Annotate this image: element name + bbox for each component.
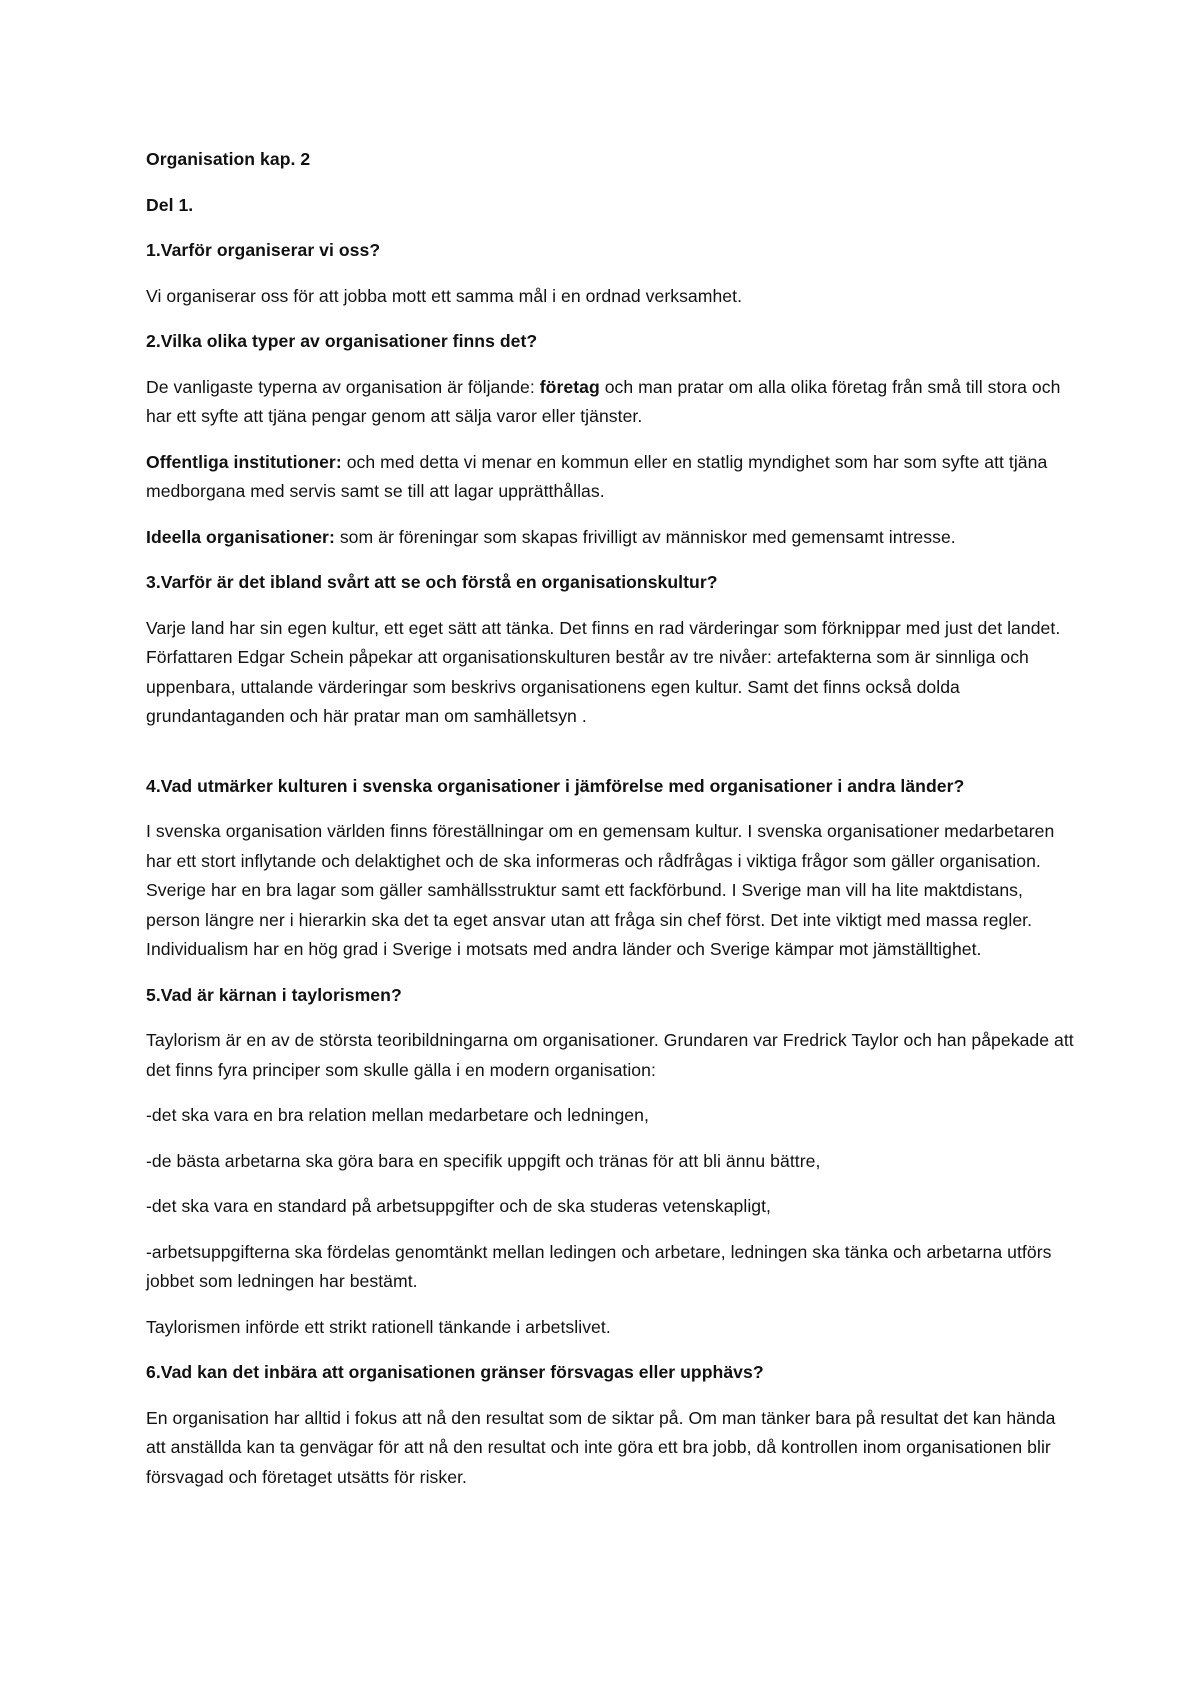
answer-2-text-post: och man pratar om alla olika företag från små till stora och har ett syfte att tjäna pengar genom att sälja varor eller tjänster. xyxy=(146,376,1061,426)
answer-5-principle-3: -det ska vara en standard på arbetsuppgifter och de ska studeras vetenskapligt, xyxy=(146,1196,771,1216)
offentliga-text: och med detta vi menar en kommun eller en statlig myndighet som har som syfte att tjäna medborgana med servis samt se till att lagar upprätthållas. xyxy=(146,451,1048,501)
answer-5-principle-1: -det ska vara en bra relation mellan medarbetare och ledningen, xyxy=(146,1105,649,1125)
answer-2-term-foretag: företag xyxy=(539,376,600,397)
answer-4: I svenska organisation världen finns föreställningar om en gemensam kultur. I svenska organisationer medarbetaren har ett stort inflytande och delaktighet och de ska informeras och rådfrågas i viktiga frågor som gäller organisation. Sverige har en bra lagar som gäller samhällsstruktur samt ett fackförbund. I Sverige man vill ha lite maktdistans, person längre ner i hierarkin ska det ta eget ansvar utan att fråga sin chef först. Det inte viktigt med massa regler. Individualism har en hög grad i Sverige i motsats med andra länder och Sverige kämpar mot jämställtighet. xyxy=(146,821,1055,959)
ideella-text: som är föreningar som skapas frivilligt av människor med gemensamt intresse. xyxy=(334,526,956,547)
document-title: Organisation kap. 2 xyxy=(146,149,311,169)
question-1: 1.Varför organiserar vi oss? xyxy=(146,240,381,260)
answer-3: Varje land har sin egen kultur, ett eget sätt att tänka. Det finns en rad värderingar som förknippar med just det landet. Författaren Edgar Schein påpekar att organisationskulturen består av tre nivåer: artefakterna som är sinnliga och uppenbara, uttalande värderingar som beskrivs organisationens egen kultur. Samt det finns också dolda grundantaganden och här pratar man om samhälletsyn . xyxy=(146,617,1061,726)
answer-5-conclusion: Taylorismen införde ett strikt rationell tänkande i arbetslivet. xyxy=(146,1316,611,1337)
answer-2-paragraph xyxy=(146,373,1076,432)
question-4: 4.Vad utmärker kulturen i svenska organisationer i jämförelse med organisationer i andra länder? xyxy=(146,775,965,796)
document-body xyxy=(146,145,1076,1508)
answer-2-ideella xyxy=(146,523,1076,553)
term-ideella: Ideella organisationer: xyxy=(146,526,335,547)
answer-6: En organisation har alltid i fokus att nå den resultat som de siktar på. Om man tänker bara på resultat det kan hända att anställda kan ta genvägar för att nå den resultat och inte göra ett bra jobb, då kontrollen inom organisationen blir försvagad och företaget utsätts för risker. xyxy=(146,1407,1056,1487)
answer-5-intro: Taylorism är en av de största teoribildningarna om organisationer. Grundaren var Fredrick Taylor och han påpekade att det finns fyra principer som skulle gälla i en modern organisation: xyxy=(146,1030,1074,1080)
question-5: 5.Vad är kärnan i taylorismen? xyxy=(146,984,402,1005)
answer-1: Vi organiserar oss för att jobba mott ett samma mål i en ordnad verksamhet. xyxy=(146,285,743,306)
question-2: 2.Vilka olika typer av organisationer finns det? xyxy=(146,331,538,351)
answer-5-principle-4: -arbetsuppgifterna ska fördelas genomtänkt mellan ledingen och arbetare, ledningen ska tänka och arbetarna utförs jobbet som ledningen har bestämt. xyxy=(146,1241,1052,1291)
question-3: 3.Varför är det ibland svårt att se och förstå en organisationskultur? xyxy=(146,572,718,592)
answer-2-text-pre: De vanligaste typerna av organisation är följande: xyxy=(146,376,540,397)
term-offentliga: Offentliga institutioner: xyxy=(146,451,342,472)
answer-2-offentliga xyxy=(146,448,1076,507)
question-6: 6.Vad kan det inbära att organisationen gränser försvagas eller upphävs? xyxy=(146,1362,764,1382)
part-heading: Del 1. xyxy=(146,194,194,215)
answer-5-principle-2: -de bästa arbetarna ska göra bara en specifik uppgift och tränas för att bli ännu bättre, xyxy=(146,1150,821,1171)
